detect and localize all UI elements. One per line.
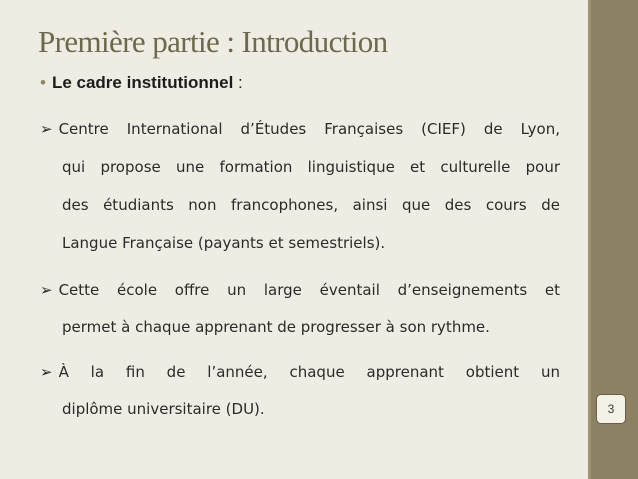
bullet-icon: • [40,73,46,92]
line-text: qui propose une formation linguistique et culturelle pour [62,158,560,176]
paragraph-line [62,400,560,418]
section-heading-suffix: : [233,73,243,92]
paragraph-line [40,281,560,299]
arrow-bullet-icon: ➢ [40,363,53,381]
arrow-bullet-icon: ➢ [40,120,53,138]
paragraph-line [62,158,560,176]
paragraph-line [62,318,560,336]
side-band-edge [588,0,591,479]
line-text: diplôme universitaire (DU). [62,400,265,418]
arrow-bullet-icon: ➢ [40,281,53,299]
line-text: Centre International d’Études Françaises (CIEF) de Lyon, [58,120,560,138]
paragraph-line [40,363,560,381]
line-text: Cette école offre un large éventail d’enseignements et [58,281,560,299]
line-text: des étudiants non francophones, ainsi que des cours de [62,196,560,214]
paragraph-line [62,196,560,214]
section-heading [40,73,243,93]
line-text: À la fin de l’année, chaque apprenant obtient un [58,363,560,381]
slide-number-label: 3 [607,402,615,416]
slide-number [596,394,626,424]
paragraph-line [40,120,560,138]
slide-title: Première partie : Introduction [38,24,388,59]
section-heading-bold: Le cadre institutionnel [51,73,234,92]
line-text: Langue Française (payants et semestriels). [62,234,386,252]
line-text: permet à chaque apprenant de progresser à son rythme. [62,318,490,336]
paragraph-line [62,234,560,252]
